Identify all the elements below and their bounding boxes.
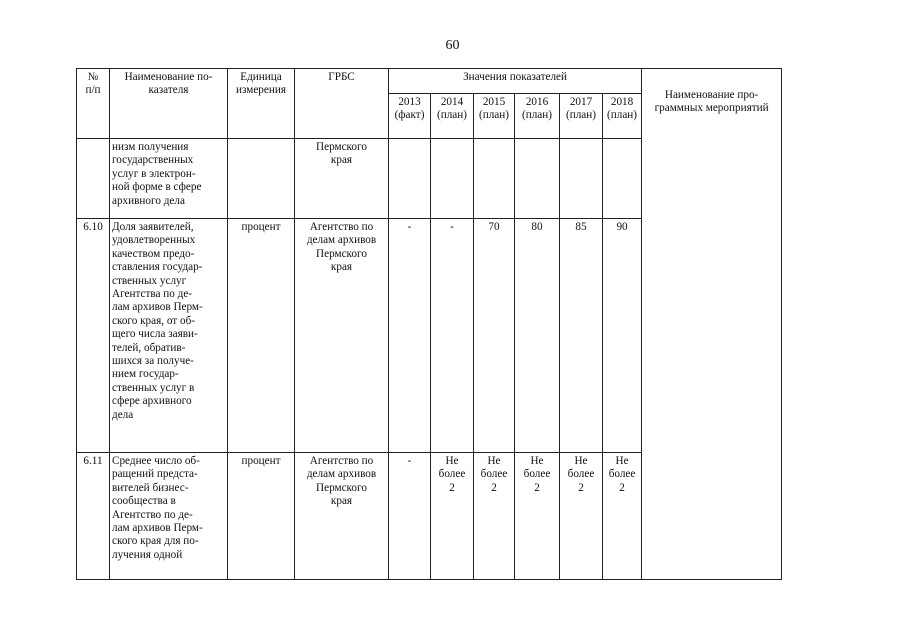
row-num: 6.11 [77,453,110,580]
row-name: низм получения государственных услуг в электрон- ной форме в сфере архивного дела [110,139,228,219]
row-value-2013: - [389,453,431,580]
header-year-2013: 2013 (факт) [389,94,431,139]
row-name: Доля заявителей, удовлетворенных качеством предо- ставления государ- ственных услуг Агентства по де- лам архивов Перм- ского края, от об- щего числа заяви- телей, обратив- шихся за получе- нием государ- ственных услуг в сфере архивного дела [110,219,228,453]
header-row-top [77,69,782,94]
header-name: Наименование по- казателя [110,69,228,139]
header-unit: Единица измерения [228,69,295,139]
row-value-2017 [560,139,603,219]
row-value-2014 [431,139,474,219]
header-year-2016: 2016 (план) [515,94,560,139]
row-value-2018 [603,139,642,219]
row-value-2016: 80 [515,219,560,453]
row-unit [228,139,295,219]
header-num: № п/п [77,69,110,139]
row-value-2018: Не более 2 [603,453,642,580]
row-value-2017: 85 [560,219,603,453]
header-year-2015: 2015 (план) [474,94,515,139]
header-year-2014: 2014 (план) [431,94,474,139]
row-value-2017: Не более 2 [560,453,603,580]
row-value-2016: Не более 2 [515,453,560,580]
row-name: Среднее число об- ращений предста- вителей бизнес- сообщества в Агентство по де- лам архивов Перм- ского края для по- лучения одной [110,453,228,580]
header-grbs: ГРБС [295,69,389,139]
row-value-2015: 70 [474,219,515,453]
row-value-2015 [474,139,515,219]
row-value-2013 [389,139,431,219]
row-value-2014: Не более 2 [431,453,474,580]
row-grbs: Агентство по делам архивов Пермского края [295,219,389,453]
header-program: Наименование про- граммных мероприятий [642,69,782,580]
row-value-2014: - [431,219,474,453]
row-unit: процент [228,219,295,453]
row-num: 6.10 [77,219,110,453]
header-year-2017: 2017 (план) [560,94,603,139]
row-value-2016 [515,139,560,219]
row-grbs: Пермского края [295,139,389,219]
row-num [77,139,110,219]
row-grbs: Агентство по делам архивов Пермского края [295,453,389,580]
row-value-2015: Не более 2 [474,453,515,580]
header-values: Значения показателей [389,69,642,94]
row-value-2018: 90 [603,219,642,453]
row-unit: процент [228,453,295,580]
page-number: 60 [445,38,460,53]
row-value-2013: - [389,219,431,453]
indicators-table [76,68,782,580]
header-year-2018: 2018 (план) [603,94,642,139]
